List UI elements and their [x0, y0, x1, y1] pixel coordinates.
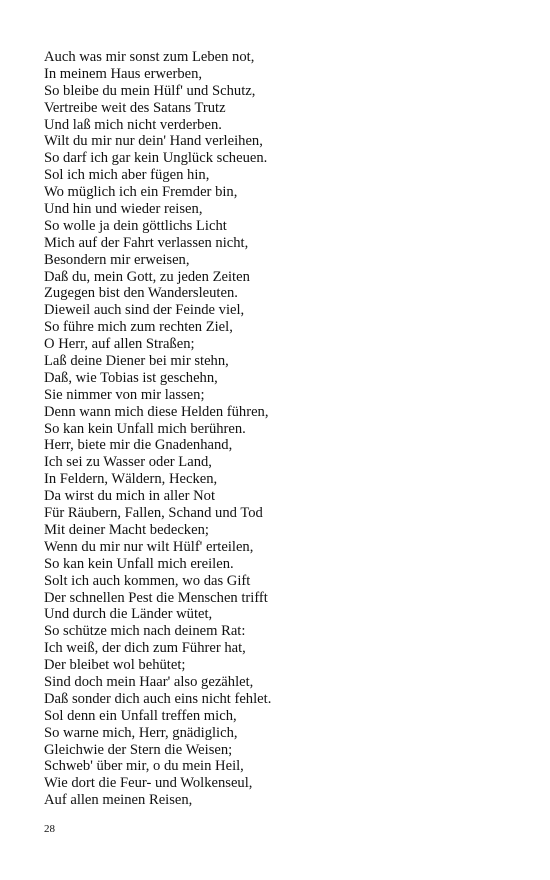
poem-line: Und durch die Länder wütet,	[44, 606, 213, 623]
poem-line: Sie nimmer von mir lassen;	[44, 386, 205, 403]
poem-line: Daß, wie Tobias ist geschehn,	[44, 369, 218, 386]
poem-line: Wie dort die Feur- und Wolkenseul,	[44, 775, 253, 792]
poem-line: Ich sei zu Wasser oder Land,	[44, 454, 212, 471]
poem-line: Daß du, mein Gott, zu jeden Zeiten	[44, 268, 250, 285]
poem-line: Daß sonder dich auch eins nicht fehlet.	[44, 690, 272, 707]
poem-line: In Feldern, Wäldern, Hecken,	[44, 471, 218, 488]
poem-line: Gleichwie der Stern die Weisen;	[44, 741, 233, 758]
poem-line: Für Räubern, Fallen, Schand und Tod	[44, 505, 263, 522]
poem-line: So bleibe du mein Hülf' und Schutz,	[44, 82, 256, 99]
poem-line: Auch was mir sonst zum Leben not,	[44, 49, 255, 65]
poem-line: Der bleibet wol behütet;	[44, 657, 186, 674]
poem-line: Da wirst du mich in aller Not	[44, 488, 216, 505]
poem-line: Schweb' über mir, o du mein Heil,	[44, 758, 244, 775]
poem-line: Sind doch mein Haar' also gezählet,	[44, 673, 254, 690]
poem-line: Vertreibe weit des Satans Trutz	[44, 99, 226, 116]
poem-line: Wo müglich ich ein Fremder bin,	[44, 184, 238, 201]
poem-line: Wenn du mir nur wilt Hülf' erteilen,	[44, 538, 254, 555]
poem-line: Und hin und wieder reisen,	[44, 201, 203, 218]
poem-line: Herr, biete mir die Gnadenhand,	[44, 437, 233, 454]
poem-line: Zugegen bist den Wandersleuten.	[44, 285, 238, 302]
poem-line: Mit deiner Macht bedecken;	[44, 521, 209, 538]
poem-line: Sol denn ein Unfall treffen mich,	[44, 707, 237, 724]
poem-line: So warne mich, Herr, gnädiglich,	[44, 724, 238, 741]
poem-line: Sol ich mich aber fügen hin,	[44, 167, 210, 184]
poem-line: Solt ich auch kommen, wo das Gift	[44, 572, 251, 589]
poem-line: Mich auf der Fahrt verlassen nicht,	[44, 234, 249, 251]
poem-line: O Herr, auf allen Straßen;	[44, 336, 195, 353]
poem-line: Besondern mir erweisen,	[44, 251, 190, 268]
poem-line: Auf allen meinen Reisen,	[44, 792, 193, 809]
poem-line: So führe mich zum rechten Ziel,	[44, 319, 233, 336]
poem-line: Wilt du mir nur dein' Hand verleihen,	[44, 133, 263, 150]
poem-text	[44, 49, 524, 809]
poem-line: So darf ich gar kein Unglück scheuen.	[44, 150, 268, 167]
page-number: 28	[44, 823, 55, 835]
poem-line: Dieweil auch sind der Feinde viel,	[44, 302, 245, 319]
poem-line: Ich weiß, der dich zum Führer hat,	[44, 640, 246, 657]
poem-line: Laß deine Diener bei mir stehn,	[44, 353, 229, 370]
poem-line: So wolle ja dein göttlichs Licht	[44, 217, 227, 234]
poem-line: Und laß mich nicht verderben.	[44, 116, 222, 133]
poem-line: So kan kein Unfall mich ereilen.	[44, 555, 234, 572]
poem-line: So schütze mich nach deinem Rat:	[44, 623, 246, 640]
poem-line: In meinem Haus erwerben,	[44, 65, 203, 82]
poem-line: Der schnellen Pest die Menschen trifft	[44, 589, 268, 606]
poem-line: So kan kein Unfall mich berühren.	[44, 420, 246, 437]
poem-line: Denn wann mich diese Helden führen,	[44, 403, 269, 420]
